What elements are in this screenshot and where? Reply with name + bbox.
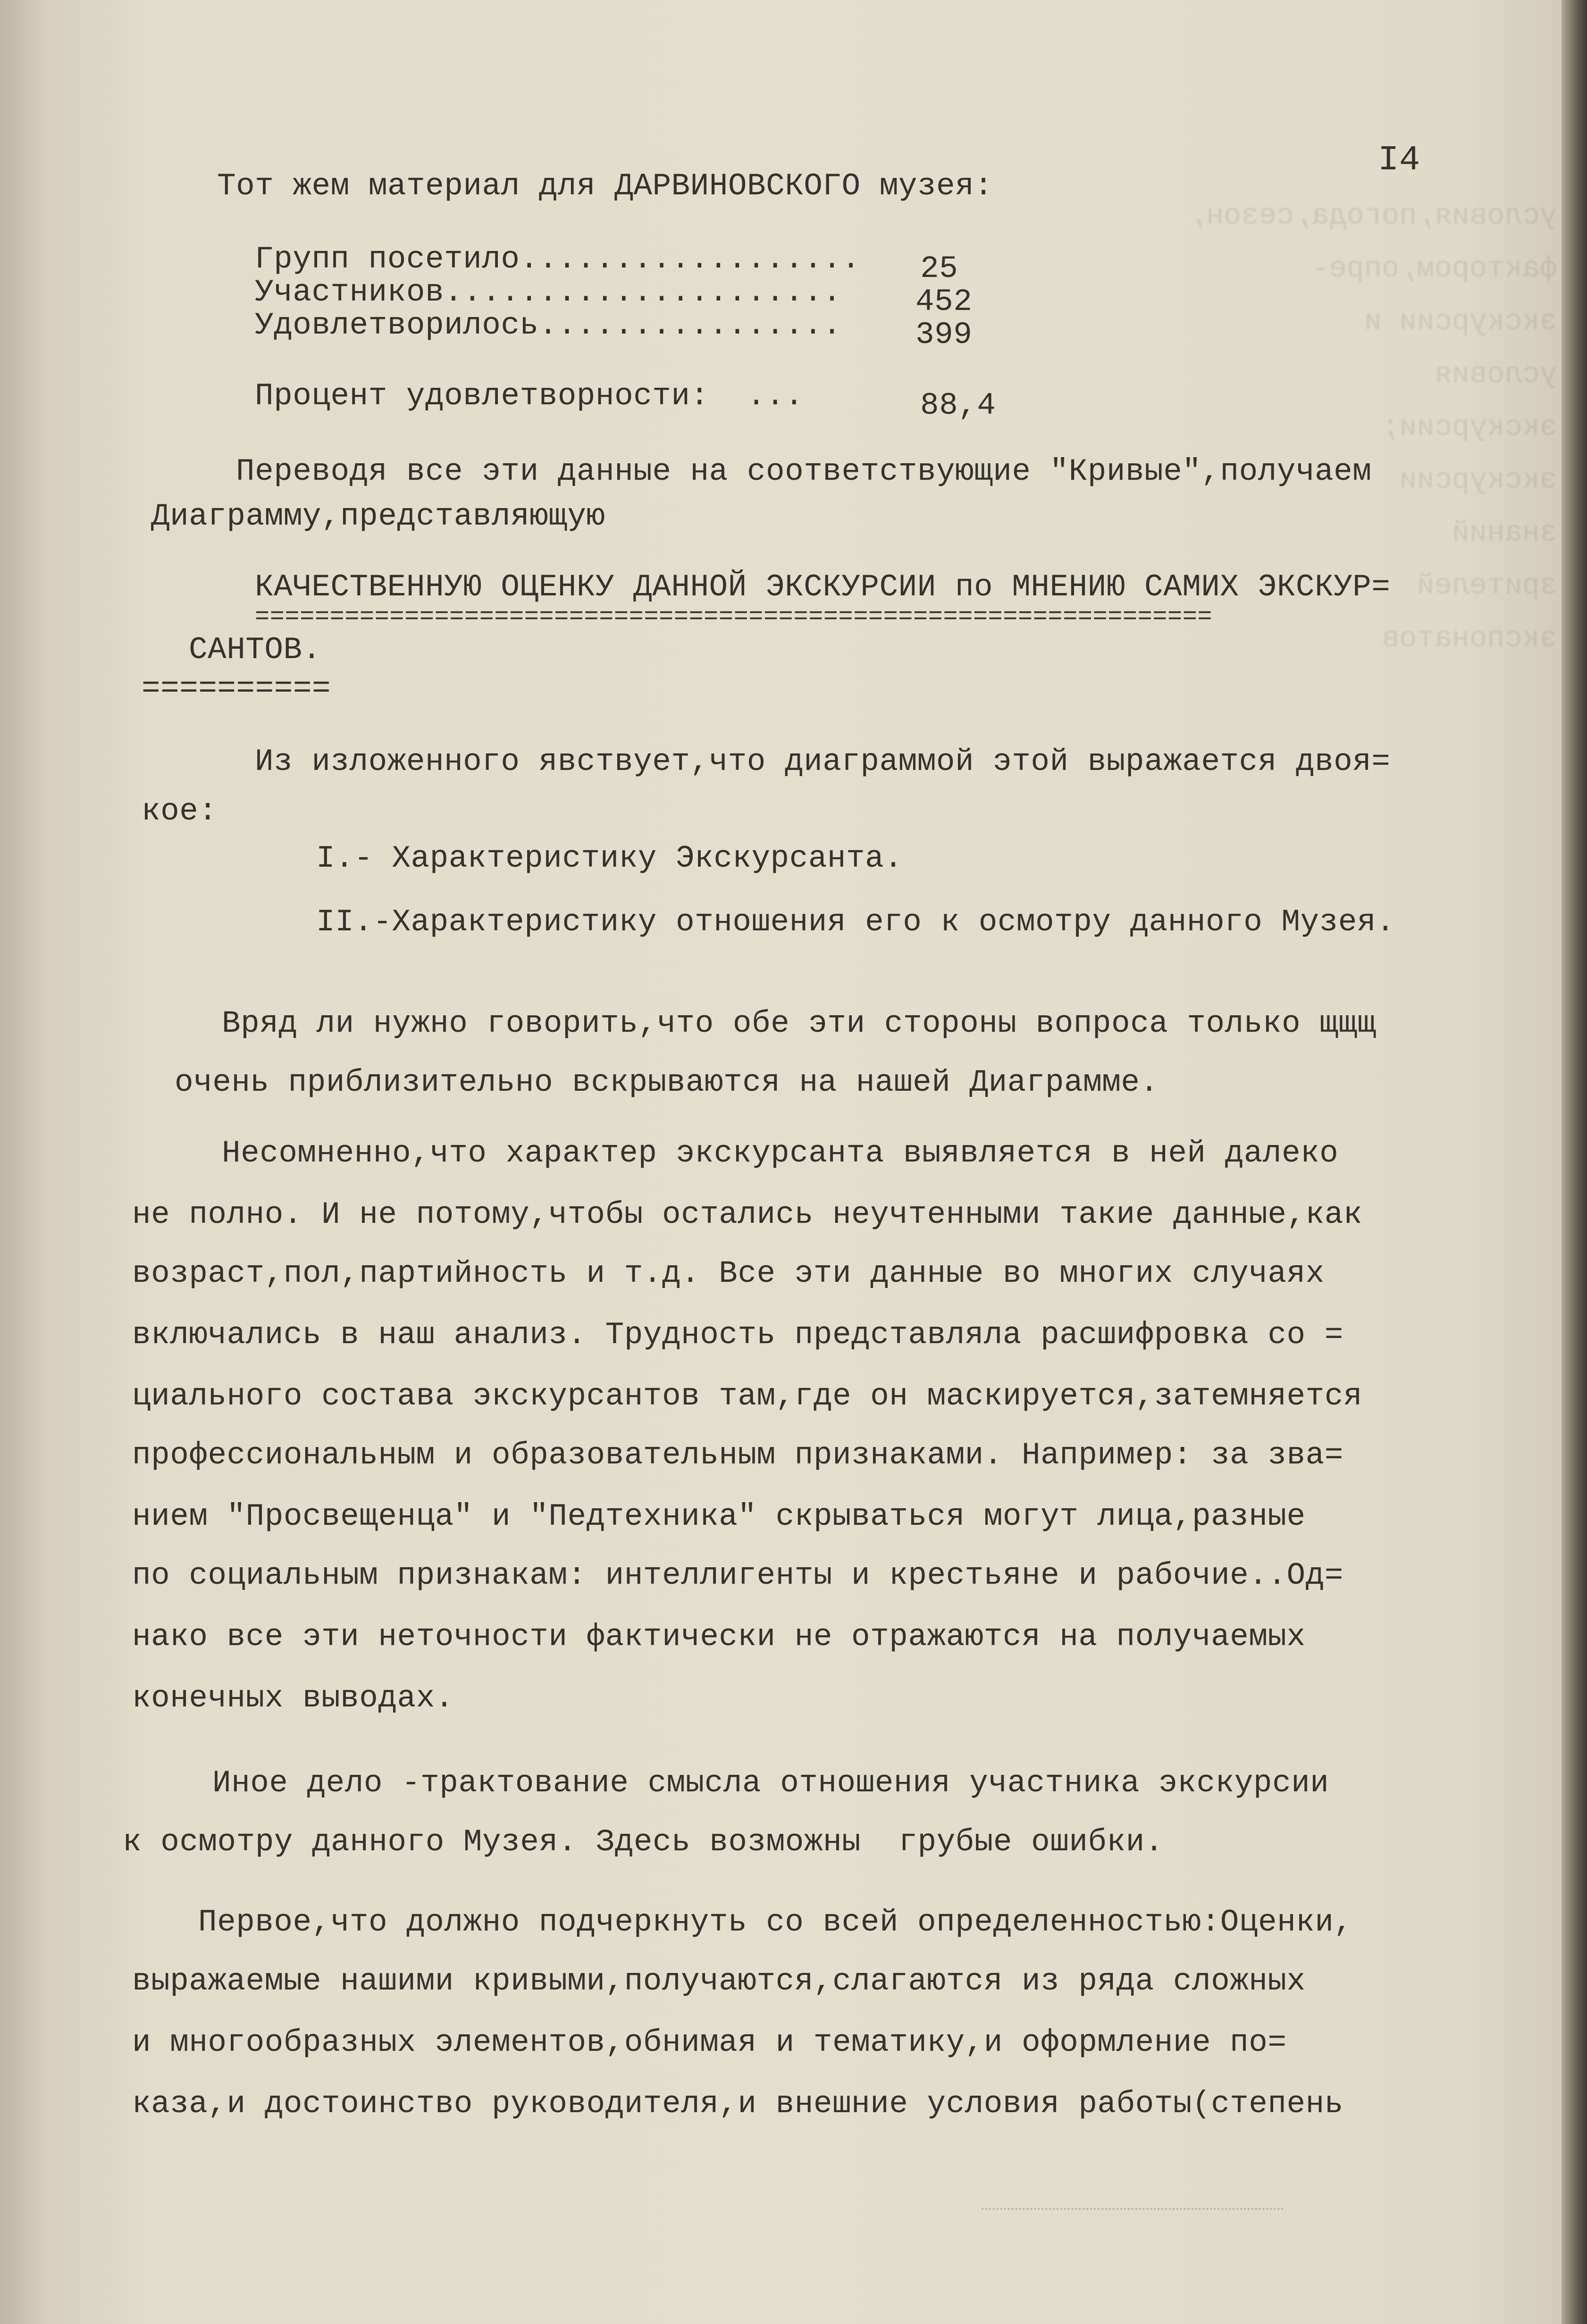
title-underline: ========== bbox=[142, 671, 331, 706]
text-line: Первое,что должно подчеркнуть со всей определенностью:Оценки, bbox=[198, 1905, 1353, 1940]
text-line: Переводя все эти данные на соответствующие "Кривые",получаем bbox=[236, 454, 1372, 489]
text-line: Из изложенного явствует,что диаграммой этой выражается двоя= bbox=[255, 744, 1391, 779]
page-binding-edge bbox=[1562, 0, 1587, 2324]
list-item-2: II.-Характеристику отношения его к осмотру данного Музея. bbox=[316, 904, 1395, 940]
text-line: Иное дело -трактование смысла отношения участника экскурсии bbox=[212, 1765, 1329, 1801]
text-line: очень приблизительно вскрываются на нашей Диаграмме. bbox=[175, 1065, 1159, 1100]
title-underline: ================================================================ bbox=[255, 603, 1213, 631]
text-line: Несомненно,что характер экскурсанта выявляется в ней далеко bbox=[222, 1136, 1339, 1171]
text-line: Диаграмму,представляющую bbox=[151, 499, 605, 534]
stat-satisfied-label: Удовлетворилось................ bbox=[255, 308, 842, 343]
page-number: I4 bbox=[1378, 141, 1420, 180]
text-line: по социальным признакам: интеллигенты и крестьяне и рабочие..Од= bbox=[132, 1558, 1343, 1593]
text-line: нако все эти неточности фактически не отражаются на получаемых bbox=[132, 1619, 1306, 1655]
text-line: Вряд ли нужно говорить,что обе эти стороны вопроса только щщщ bbox=[222, 1006, 1377, 1041]
stat-participants-label: Участников..................... bbox=[255, 275, 842, 310]
stat-satisfied-value: 399 bbox=[915, 317, 973, 352]
bleed-through-text: условия,погода,сезон, фактором,опре- экскурсии и условия экскурсии; экскурсии знаний зрителей экспонатов bbox=[1188, 199, 1557, 655]
stat-groups-label: Групп посетило.................. bbox=[255, 242, 861, 277]
text-line: выражаемые нашими кривыми,получаются,слагаются из ряда сложных bbox=[132, 1964, 1306, 1999]
text-line: не полно. И не потому,чтобы остались неучтенными такие данные,как bbox=[132, 1197, 1362, 1232]
text-line: конечных выводах. bbox=[132, 1680, 454, 1716]
stat-groups-value: 25 bbox=[920, 251, 958, 286]
text-line: к осмотру данного Музея. Здесь возможны грубые ошибки. bbox=[123, 1824, 1164, 1860]
text-line: каза,и достоинство руководителя,и внешние условия работы(степень bbox=[132, 2086, 1343, 2122]
text-line: нием "Просвещенца" и "Педтехника" скрываться могут лица,разные bbox=[132, 1499, 1306, 1534]
percent-label: Процент удовлетворности: ... bbox=[255, 378, 804, 414]
text-line: и многообразных элементов,обнимая и тематику,и оформление по= bbox=[132, 2025, 1287, 2060]
text-line: включались в наш анализ. Трудность представляла расшифровка со = bbox=[132, 1317, 1343, 1353]
faded-stamp bbox=[982, 2151, 1284, 2210]
text-line: кое: bbox=[142, 794, 218, 829]
stat-participants-value: 452 bbox=[915, 284, 973, 319]
text-line: возраст,пол,партийность и т.д. Все эти данные во многих случаях bbox=[132, 1256, 1325, 1291]
list-item-1: I.- Характеристику Экскурсанта. bbox=[316, 841, 903, 876]
diagram-title-line: САНТОВ. bbox=[189, 632, 321, 668]
heading-line: Тот жем материал для ДАРВИНОВСКОГО музея: bbox=[217, 168, 993, 204]
diagram-title-line: КАЧЕСТВЕННУЮ ОЦЕНКУ ДАННОЙ ЭКСКУРСИИ по МНЕНИЮ САМИХ ЭКСКУР= bbox=[255, 569, 1391, 605]
percent-value: 88,4 bbox=[920, 388, 996, 423]
text-line: циального состава экскурсантов там,где он маскируется,затемняется bbox=[132, 1379, 1362, 1414]
text-line: профессиональным и образовательным признаками. Например: за зва= bbox=[132, 1438, 1343, 1473]
